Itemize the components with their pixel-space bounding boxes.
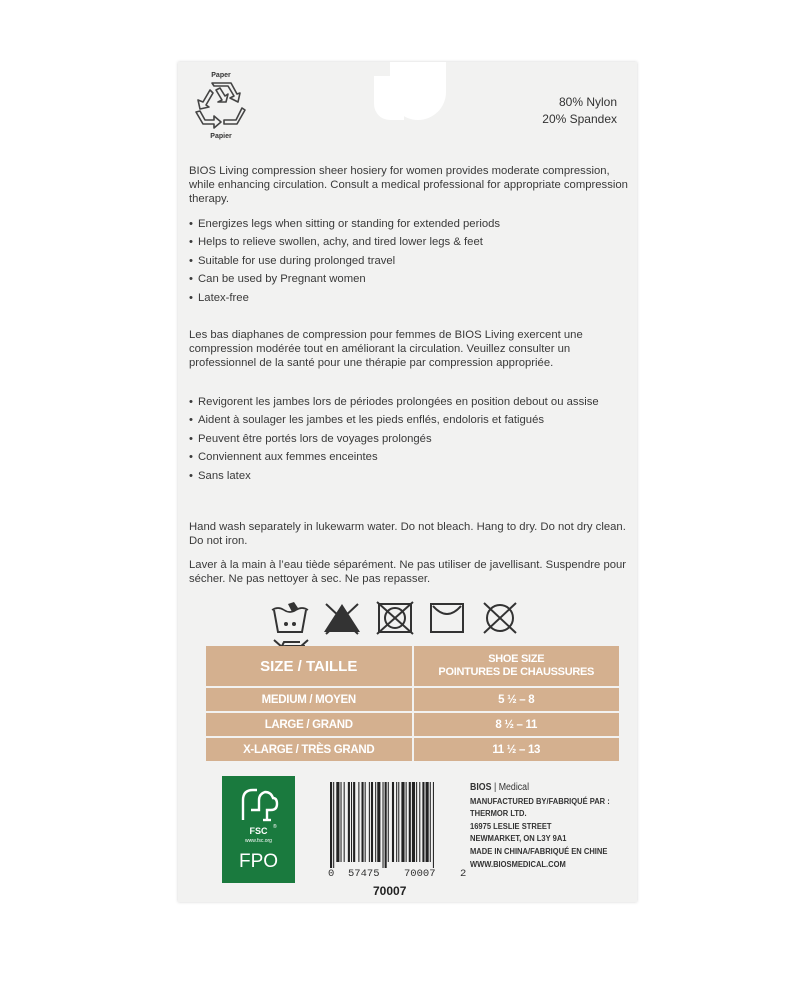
barcode-bar: [362, 782, 364, 862]
list-item: • Revigorent les jambes lors de périodes prolongées en position debout ou assise: [189, 395, 629, 409]
care-instructions-en: [189, 520, 629, 548]
manufacturer-brand: BIOS | Medical: [470, 782, 530, 793]
french-benefits: [189, 395, 629, 487]
fpo-label: FPO: [238, 851, 279, 872]
barcode-bar: [406, 782, 407, 862]
barcode-bar: [401, 782, 404, 862]
barcode-bar: [365, 782, 366, 862]
barcode-bar: [392, 782, 394, 862]
table-row: [206, 737, 619, 761]
barcode-left-digits: 57475: [348, 868, 380, 880]
french-intro: Les bas diaphanes de compression pour femmes de BIOS Living exercent une compression modérée tout en améliorant la circulation. Veuillez consulter un professionnel de la santé pour une thérapie par compression appropriée.: [189, 329, 583, 370]
list-item: • Peuvent être portés lors de voyages prolongés: [189, 432, 629, 446]
care-text-en: Hand wash separately in lukewarm water. Do not bleach. Hang to dry. Do not dry clean. Do not iron.: [189, 521, 626, 548]
barcode-bar: [422, 782, 424, 862]
barcode-bar: [412, 782, 415, 862]
barcode-digits: [328, 868, 468, 880]
table-row: [206, 687, 619, 712]
english-intro: BIOS Living compression sheer hosiery for women provides moderate compression, while enhancing circulation. Consult a medical professional for appropriate compression therapy.: [189, 165, 628, 206]
list-item: • Helps to relieve swollen, achy, and tired lower legs & feet: [189, 235, 629, 249]
barcode-bar: [433, 782, 434, 868]
size-table: [206, 646, 619, 761]
size-chart: [206, 646, 619, 761]
hang-dry-icon: [425, 600, 469, 636]
barcode-bar: [385, 782, 387, 868]
barcode-bar: [426, 782, 429, 862]
barcode-bar: [388, 782, 389, 862]
fsc-url: www.fsc.org: [245, 838, 272, 844]
barcode-bar: [351, 782, 352, 862]
manufacturer-line: THERMOR LTD.: [470, 808, 527, 819]
manufacturer-line: WWW.BIOSMEDICAL.COM: [470, 858, 566, 869]
barcode-bar: [358, 782, 359, 862]
paper-label-fr: Papier: [210, 133, 232, 140]
barcode-bar: [371, 782, 373, 862]
material-nylon: 80% Nylon: [558, 95, 617, 109]
care-instructions-fr: [189, 558, 629, 586]
barcode-bar: [330, 782, 332, 868]
english-description: [189, 164, 629, 207]
barcode-bar: [377, 782, 380, 862]
size-table-header: [206, 646, 619, 687]
upc-barcode: [328, 782, 467, 898]
manufacturer-line: 16975 LESLIE STREET: [470, 820, 552, 831]
item-number: 70007: [373, 884, 407, 898]
recycle-icon: [192, 80, 250, 132]
shoe-size-header-en: SHOE SIZE: [488, 653, 545, 665]
list-item: • Can be used by Pregnant women: [189, 272, 629, 286]
shoe-cell: 11 ½ – 13: [413, 737, 620, 761]
barcode-bar: [369, 782, 370, 862]
shoe-size-header: [413, 646, 620, 687]
barcode-bar: [430, 782, 431, 862]
manufacturer-info: [470, 782, 611, 870]
english-bullet-list: [189, 217, 629, 305]
size-header: SIZE / TAILLE: [206, 646, 413, 687]
fsc-logo: [222, 776, 295, 883]
brand-sub: Medical: [498, 782, 530, 793]
svg-text:®: ®: [273, 824, 277, 830]
care-text-fr: Laver à la main à l’eau tiède séparément. Ne pas utiliser de javellisant. Suspendre pour sécher. Ne pas nettoyer à sec. Ne pas repasser.: [189, 559, 627, 586]
barcode-bar: [409, 782, 411, 862]
barcode-bar: [416, 782, 417, 862]
french-bullet-list: [189, 395, 629, 483]
hand-wash-icon: [268, 600, 312, 636]
manufacturer-line: NEWMARKET, ON L3Y 9A1: [470, 833, 567, 844]
paper-recycle-mark: [186, 72, 256, 140]
fsc-tree-icon: [233, 780, 283, 830]
french-description: [189, 328, 629, 371]
shoe-cell: 8 ½ – 11: [413, 712, 620, 737]
list-item: • Energizes legs when sitting or standing for extended periods: [189, 217, 629, 231]
size-cell: MEDIUM / MOYEN: [206, 687, 413, 712]
barcode-bar: [383, 782, 384, 868]
shoe-cell: 5 ½ – 8: [413, 687, 620, 712]
hang-tab-cutout: [390, 62, 446, 120]
barcode-bar: [396, 782, 397, 862]
barcode-bar: [348, 782, 350, 862]
barcode-lead-digit: 0: [328, 868, 335, 880]
barcode-right-digits: 70007: [404, 868, 436, 880]
barcode-bars: [328, 782, 466, 868]
manufacturer-line: MANUFACTURED BY/FABRIQUÉ PAR :: [470, 795, 610, 806]
brand-name: BIOS: [470, 782, 492, 793]
care-symbols: [268, 600, 558, 640]
barcode-bar: [419, 782, 420, 862]
no-tumble-dry-icon: [373, 600, 417, 636]
table-row: [206, 712, 619, 737]
english-benefits: [189, 217, 629, 309]
list-item: • Latex-free: [189, 291, 629, 305]
barcode-bar: [344, 782, 345, 862]
no-bleach-icon: [320, 600, 364, 636]
size-cell: X-LARGE / TRÈS GRAND: [206, 737, 413, 761]
barcode-bar: [336, 782, 339, 862]
list-item: • Conviennent aux femmes enceintes: [189, 450, 629, 464]
barcode-bar: [341, 782, 342, 862]
barcode-check-digit: 2: [460, 868, 467, 880]
package-back-panel: [178, 62, 637, 902]
material-composition: [542, 94, 617, 128]
barcode-bar: [398, 782, 399, 862]
size-cell: LARGE / GRAND: [206, 712, 413, 737]
barcode-bar: [353, 782, 355, 862]
list-item: • Aident à soulager les jambes et les pieds enflés, endoloris et fatigués: [189, 413, 629, 427]
list-item: • Suitable for use during prolonged travel: [189, 254, 629, 268]
material-spandex: 20% Spandex: [542, 112, 617, 126]
shoe-size-header-fr: POINTURES DE CHAUSSURES: [438, 666, 595, 678]
barcode-bar: [375, 782, 376, 862]
paper-label-en: Paper: [211, 72, 231, 79]
barcode-bar: [333, 782, 334, 868]
fsc-brand: FSC: [249, 826, 268, 836]
manufacturer-line: MADE IN CHINA/FABRIQUÉ EN CHINE: [470, 845, 608, 856]
list-item: • Sans latex: [189, 469, 629, 483]
no-dry-clean-icon: [478, 600, 522, 636]
